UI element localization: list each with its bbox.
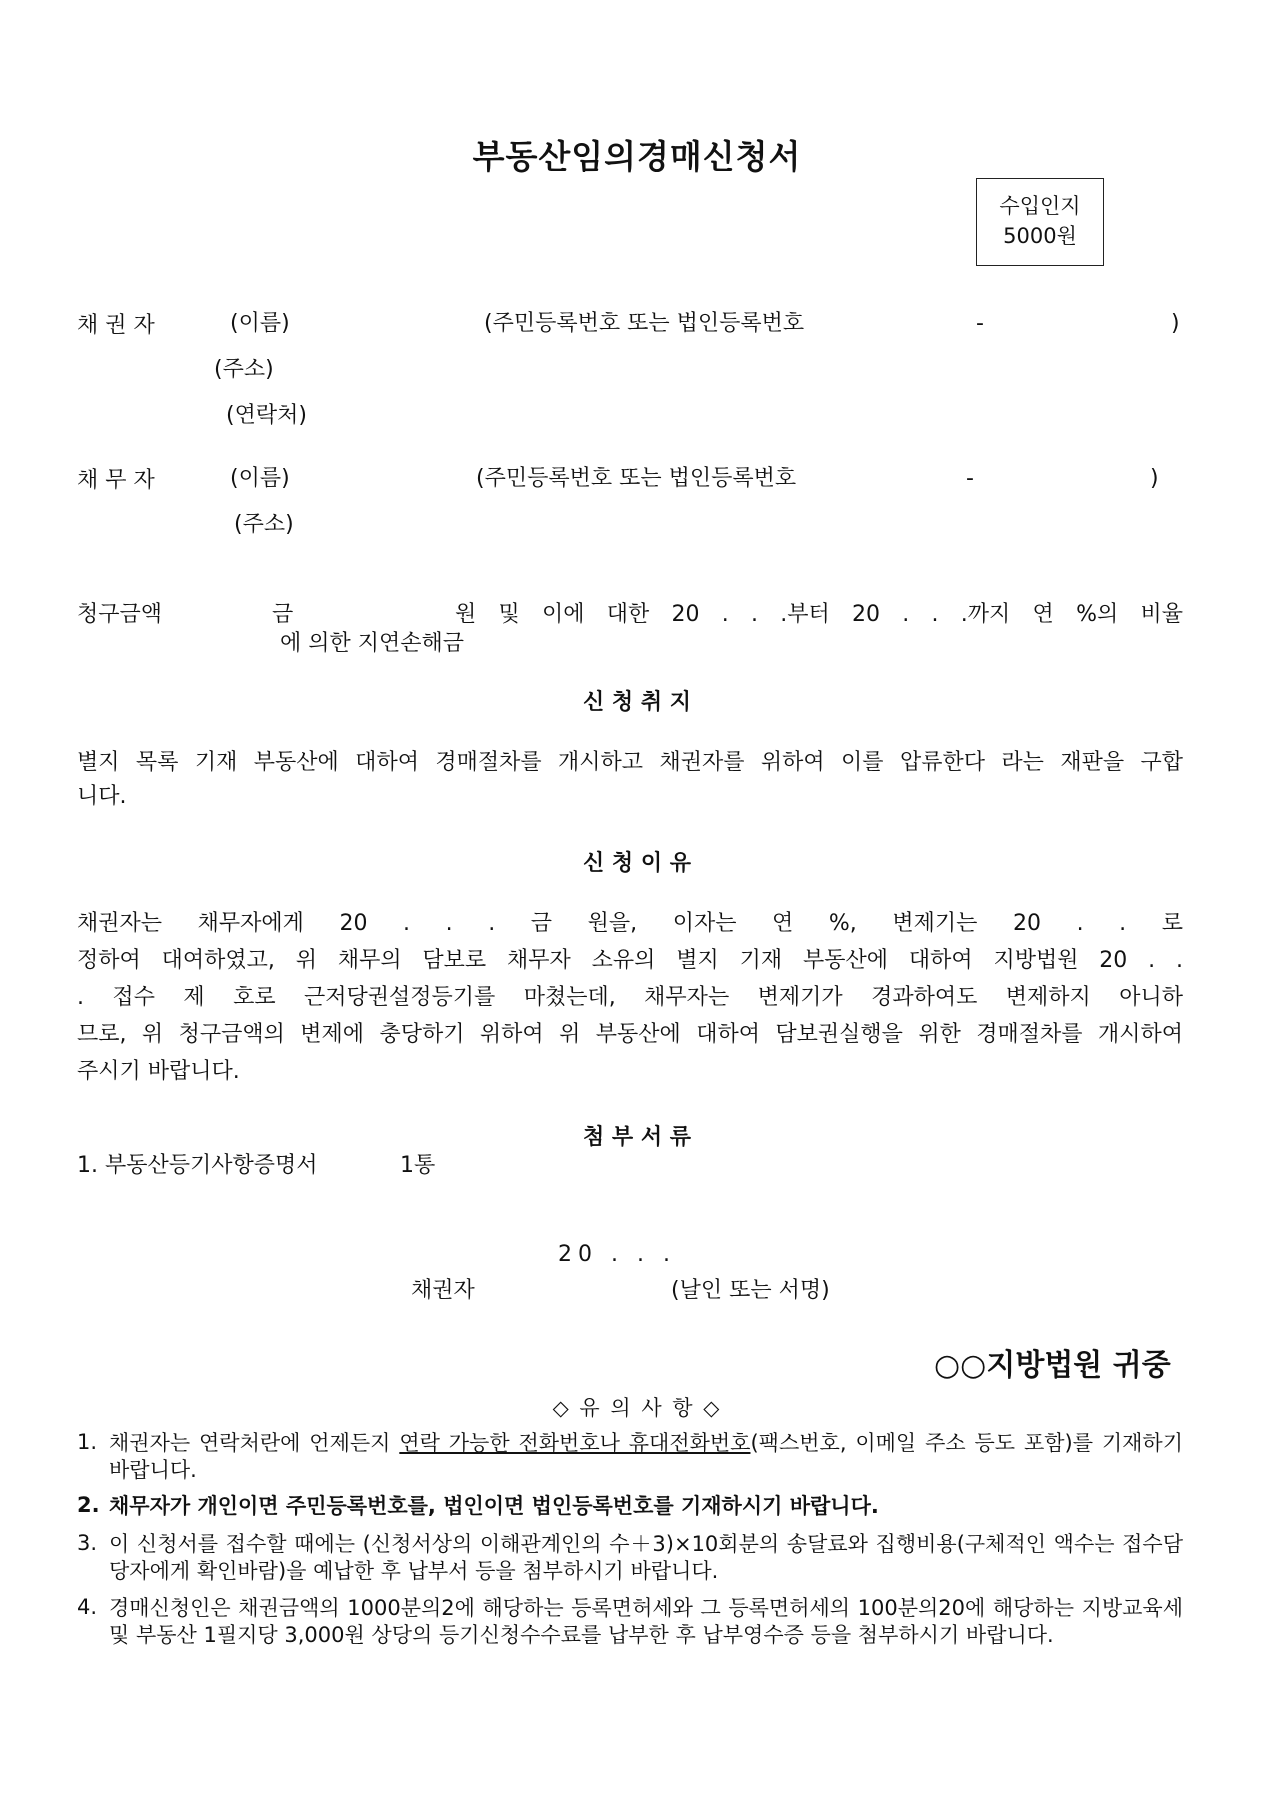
debtor-id-field[interactable]: (주민등록번호 또는 법인등록번호 xyxy=(476,466,797,491)
signature-applicant-label: 채권자 xyxy=(411,1278,475,1303)
note-number: 1. xyxy=(77,1430,98,1454)
signature-seal-field[interactable]: (날인 또는 서명) xyxy=(671,1278,830,1303)
note-text-post: (팩스번호, 이메일 주소 등도 포함)를 기재하기 바랍니다. xyxy=(109,1431,1183,1482)
debtor-label: 채 무 자 xyxy=(77,468,155,493)
stamp-label: 수입인지 xyxy=(999,194,1081,218)
purpose-text-line1: 별지 목록 기재 부동산에 대하여 경매절차를 개시하고 채권자를 위하여 이를 압류한다 라는 재판을 구합 xyxy=(77,750,1183,775)
note-number: 3. xyxy=(77,1531,98,1555)
document-title: 부동산임의경매신청서 xyxy=(472,137,802,176)
claim-label: 청구금액 xyxy=(77,602,163,627)
claim-amount-line2: 에 의한 지연손해금 xyxy=(280,631,465,656)
court-addressee: ○○지방법원 귀중 xyxy=(934,1348,1171,1383)
revenue-stamp-box xyxy=(976,178,1104,266)
note-text: 경매신청인은 채권금액의 1000분의2에 해당하는 등록면허세와 그 등록면허세의 100분의20에 해당하는 지방교육세 및 부동산 1필지당 3,000원 상당의 등기신청수수료를 납부한 후 납부영수증 등을 첨부하시기 바랍니다. xyxy=(109,1596,1183,1647)
claim-amount-prefix: 금 xyxy=(272,602,294,627)
note-number: 4. xyxy=(77,1595,98,1619)
creditor-id-field[interactable]: (주민등록번호 또는 법인등록번호 xyxy=(484,311,805,336)
stamp-amount: 5000원 xyxy=(1003,224,1077,248)
attachments-heading: 첨 부 서 류 xyxy=(583,1125,691,1150)
creditor-label: 채 권 자 xyxy=(77,313,155,338)
debtor-id-close: ) xyxy=(1150,466,1159,491)
creditor-address-field[interactable]: (주소) xyxy=(214,357,274,382)
attachment-item: 1. 부동산등기사항증명서 xyxy=(77,1153,318,1178)
creditor-id-close: ) xyxy=(1171,311,1180,336)
note-text: 이 신청서를 접수할 때에는 (신청서상의 이해관계인의 수＋3)×10회분의 송달료와 집행비용(구체적인 액수는 접수담당자에게 확인바람)을 예납한 후 납부서 등을 첨부하시기 바랍니다. xyxy=(109,1532,1183,1583)
claim-amount-text xyxy=(455,604,1183,626)
purpose-text-line2: 니다. xyxy=(77,784,127,809)
debtor-id-dash: - xyxy=(966,466,974,491)
reason-text-line2: 정하여 대여하였고, 위 채무의 담보로 채무자 소유의 별지 기재 부동산에 대하여 지방법원 20 . . xyxy=(77,948,1183,973)
reason-text-line1: 채권자는 채무자에게 20 . . . 금 원을, 이자는 연 %, 변제기는 20 . . 로 xyxy=(77,911,1183,936)
notes-heading: ◇ 유 의 사 항 ◇ xyxy=(552,1396,722,1420)
note-text xyxy=(109,1430,1183,1484)
creditor-id-dash: - xyxy=(976,311,984,336)
debtor-address-field[interactable]: (주소) xyxy=(234,512,294,537)
note-number: 2. xyxy=(77,1493,100,1517)
attachment-item-count: 1통 xyxy=(400,1153,436,1178)
debtor-name-field[interactable]: (이름) xyxy=(230,466,290,491)
signature-date: 20 . . . xyxy=(558,1242,676,1267)
note-text-pre: 채권자는 연락처란에 언제든지 xyxy=(109,1431,400,1455)
purpose-heading: 신 청 취 지 xyxy=(583,690,691,715)
creditor-contact-field[interactable]: (연락처) xyxy=(226,403,307,428)
creditor-name-field[interactable]: (이름) xyxy=(230,311,290,336)
reason-heading: 신 청 이 유 xyxy=(583,851,691,876)
reason-text-line3: . 접수 제 호로 근저당권설정등기를 마쳤는데, 채무자는 변제기가 경과하여도 변제하지 아니하 xyxy=(77,985,1183,1010)
reason-text-line5: 주시기 바랍니다. xyxy=(77,1059,240,1084)
note-text: 채무자가 개인이면 주민등록번호를, 법인이면 법인등록번호를 기재하시기 바랍니다. xyxy=(109,1494,879,1518)
note-text-underlined: 연락 가능한 전화번호나 휴대전화번호 xyxy=(399,1431,751,1455)
reason-text-line4: 므로, 위 청구금액의 변제에 충당하기 위하여 위 부동산에 대하여 담보권실행을 위한 경매절차를 개시하여 xyxy=(77,1022,1183,1047)
claim-amount-line: 원 및 이에 대한 20 . . .부터 20 . . .까지 연 %의 비율 xyxy=(455,602,1183,627)
